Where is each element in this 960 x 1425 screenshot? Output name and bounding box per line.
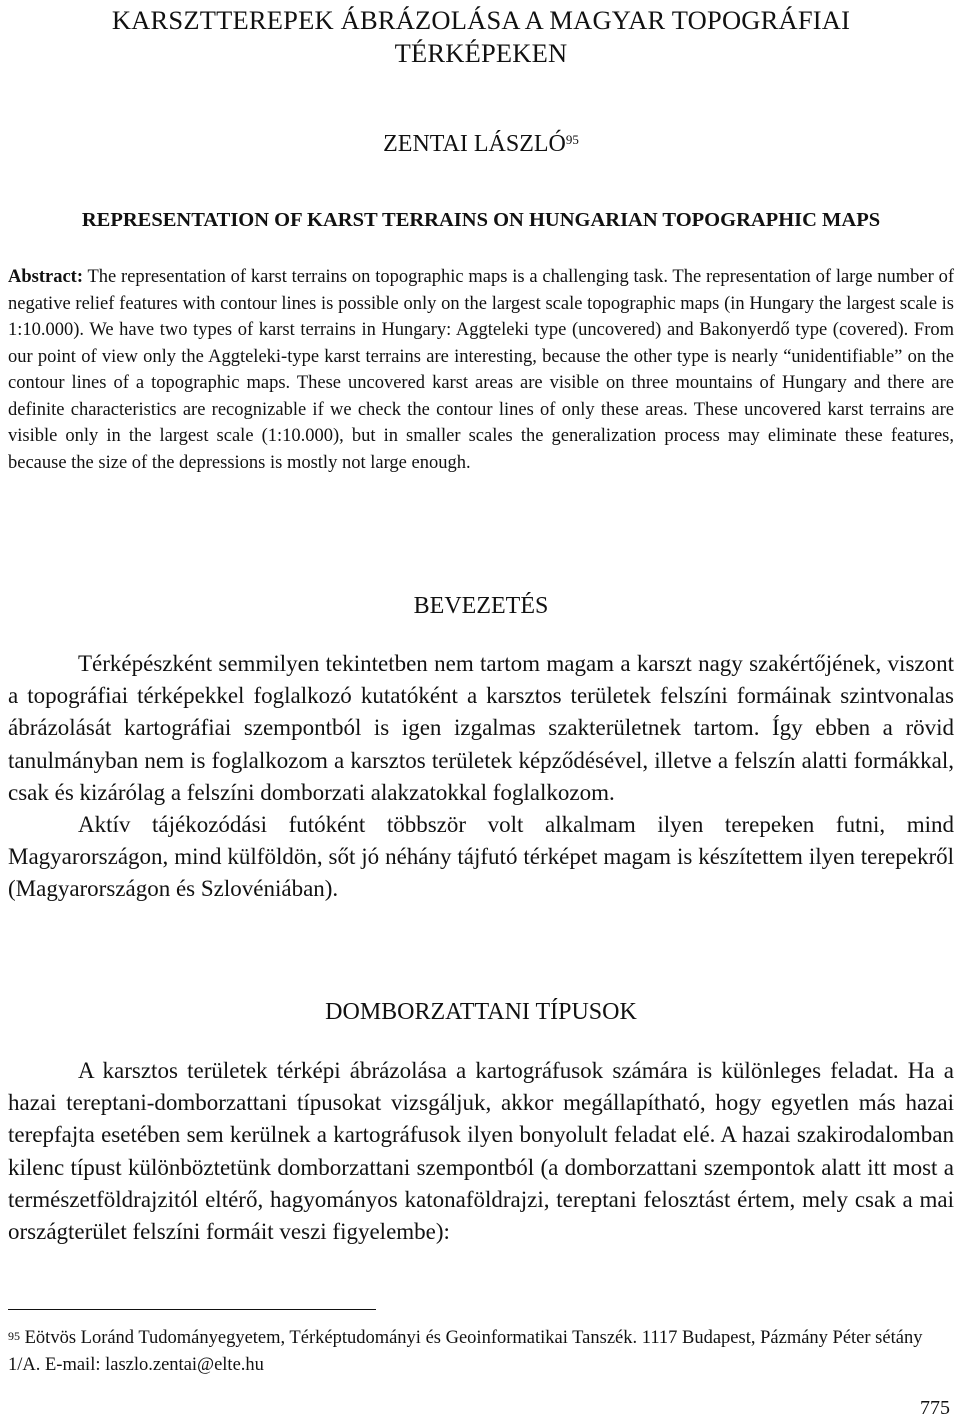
footnote-divider — [8, 1309, 376, 1310]
english-title: REPRESENTATION OF KARST TERRAINS ON HUNGARIAN TOPOGRAPHIC MAPS — [81, 209, 881, 231]
body-paragraph: A karsztos területek térképi ábrázolása a kartográfusok számára is különleges feladat. Ha a hazai tereptani-domborzattani típusokat vizsgáljuk, akkor megállapítható, hogy egyetlen más hazai terepfajta esetében sem kerülnek a kartográfusok ilyen bonyolult feladat elé. A hazai szakirodalomban kilenc típust különböztetünk domborzattani szempontból (a domborzattani szempontok alatt itt most a természetföldrajzitól eltérő, hagyományos katonaföldrajzi, tereptani felosztást értem, mely csak a mai országterület felszíni formáit veszi figyelembe): — [8, 1058, 954, 1245]
body-paragraph: Aktív tájékozódási futóként többször volt alkalmam ilyen terepeken futni, mind Magyarországon, mind külföldön, sőt jó néhány tájfutó térképet magam is készítettem ilyen terepekről (Magyarországon és Szlovéniában). — [8, 812, 954, 902]
author-name: ZENTAI LÁSZLÓ — [383, 131, 566, 157]
footnote-text: Eötvös Loránd Tudományegyetem, Térképtudományi és Geoinformatikai Tanszék. 1117 Budapest, Pázmány Péter sétány 1/A. E-mail: laszlo.zentai@elte.hu — [8, 1328, 923, 1375]
abstract-text: The representation of karst terrains on topographic maps is a challenging task. The representation of large number of negative relief features with contour lines is possible only on the largest scale topographic maps (in Hungary the largest scale is 1:10.000). We have two types of karst terrains in Hungary: Aggteleki type (uncovered) and Bakonyerdő type (covered). From our point of view only the Aggteleki-type karst terrains are interesting, because the other type is nearly “unidentifiable” on the contour lines of a topographic maps. These uncovered karst areas are visible on three mountains of Hungary and there are definite characteristics are recognizable if we check the contour lines of only these areas. These uncovered karst terrains are visible only in the largest scale (1:10.000), but in smaller scales the generalization process may eliminate these features, because the size of the depressions is mostly not large enough. — [8, 267, 954, 473]
body-paragraph: Térképészként semmilyen tekintetben nem tartom magam a karszt nagy szakértőjének, viszont a topográfiai térképekkel foglalkozó kutatóként a karsztos területek felszíni formáinak szintvonalas ábrázolását kartográfiai szempontból is igen izgalmas szakterületnek tartom. Így ebben a rövid tanulmányban nem is foglalkozom a karsztos területek képződésével, illetve a felszín alatti formákkal, csak és kizárólag a felszíni domborzati alakzatokkal foglalkozom. — [8, 651, 954, 805]
abstract — [8, 264, 954, 476]
section-heading-relief-types: DOMBORZATTANI TÍPUSOK — [325, 999, 637, 1025]
paper-title-line-2: TÉRKÉPEKEN — [394, 38, 568, 68]
page-number: 775 — [920, 1397, 950, 1419]
footnote-mark: 95 — [8, 1329, 20, 1343]
author-line — [8, 128, 954, 160]
paper-title — [8, 4, 954, 70]
paper-title-line-1: KARSZTTEREPEK ÁBRÁZOLÁSA A MAGYAR TOPOGRÁFIAI — [111, 5, 851, 35]
section-body-relief-types — [8, 1055, 954, 1248]
section-heading-introduction: BEVEZETÉS — [413, 593, 549, 619]
section-body-introduction — [8, 648, 954, 906]
abstract-label: Abstract: — [8, 267, 84, 287]
author-footnote-mark: 95 — [565, 132, 579, 147]
footnote — [8, 1325, 954, 1379]
